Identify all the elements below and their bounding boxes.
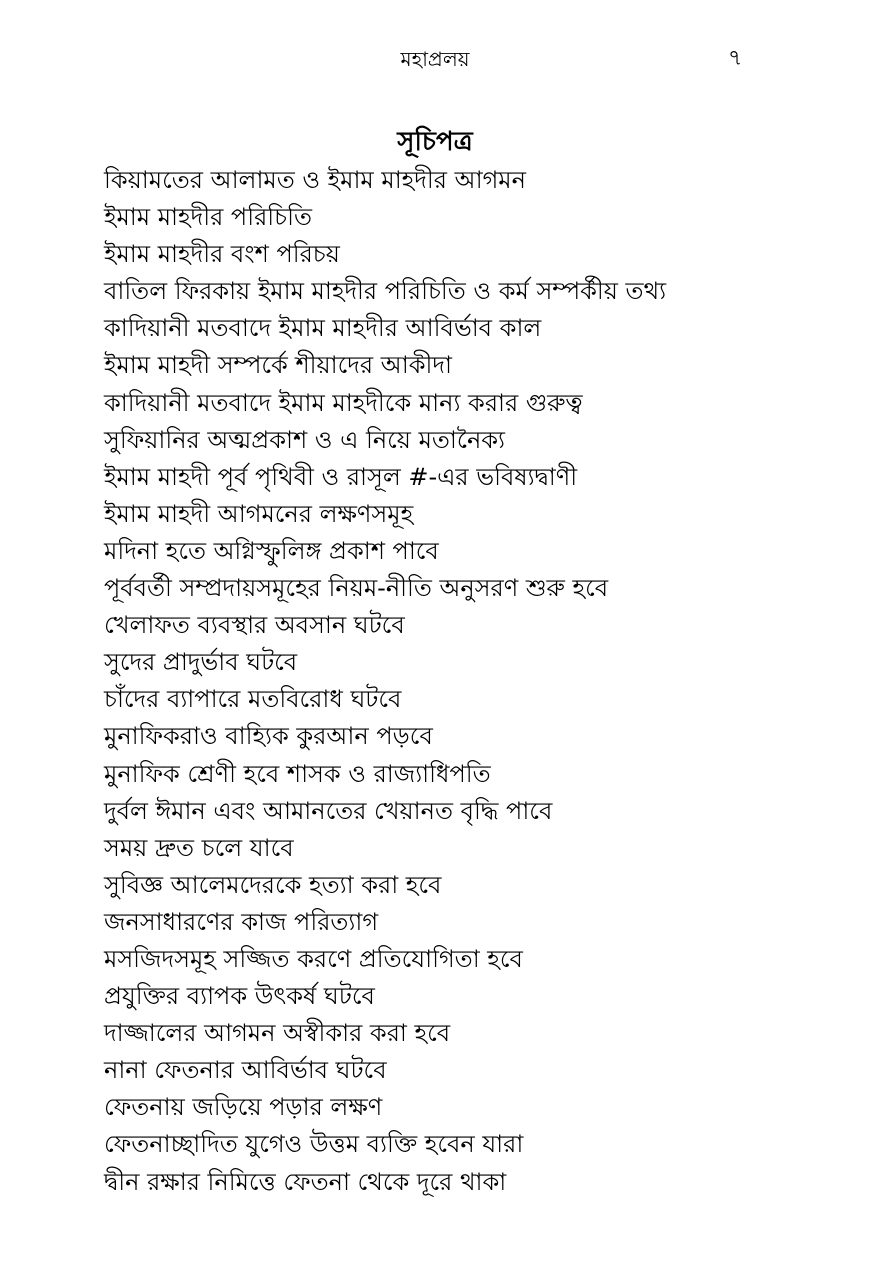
- toc-item: জনসাধারণের কাজ পরিত্যাগ: [104, 907, 379, 936]
- toc-item: সুবিজ্ঞ আলেমদেরকে হত্যা করা হবে: [104, 870, 442, 899]
- toc-item: সুফিয়ানির অত্মপ্রকাশ ও এ নিয়ে মতানৈক্য: [104, 425, 506, 454]
- toc-item: দুর্বল ঈমান এবং আমানতের খেয়ানত বৃদ্ধি পাবে: [104, 796, 553, 825]
- toc-item: দ্বীন রক্ষার নিমিত্তে ফেতনা থেকে দূরে থাকা: [104, 1167, 507, 1196]
- toc-item: মদিনা হতে অগ্নিস্ফুলিঙ্গ প্রকাশ পাবে: [104, 536, 439, 565]
- toc-item: কিয়ামতের আলামত ও ইমাম মাহদীর আগমন: [104, 166, 526, 194]
- toc-item: কাদিয়ানী মতবাদে ইমাম মাহদীকে মান্য করার গুরুত্ব: [104, 388, 583, 417]
- toc-item: কাদিয়ানী মতবাদে ইমাম মাহদীর আবির্ভাব কাল: [104, 314, 542, 343]
- toc-item: সময় দ্রুত চলে যাবে: [104, 833, 294, 862]
- toc-item: প্রযুক্তির ব্যাপক উৎকর্ষ ঘটবে: [104, 982, 375, 1011]
- toc-item: মুনাফিকরাও বাহ্যিক কুরআন পড়বে: [104, 722, 433, 751]
- toc-item: ফেতনায় জড়িয়ে পড়ার লক্ষণ: [104, 1093, 383, 1122]
- toc-item: বাতিল ফিরকায় ইমাম মাহদীর পরিচিতি ও কর্ম সম্পর্কীয় তথ্য: [104, 277, 667, 306]
- toc-item: মসজিদসমূহ সজ্জিত করণে প্রতিযোগিতা হবে: [104, 944, 523, 973]
- toc-item: চাঁদের ব্যাপারে মতবিরোধ ঘটবে: [104, 685, 402, 714]
- toc-item: ফেতনাচ্ছাদিত যুগেও উত্তম ব্যক্তি হবেন যারা: [104, 1130, 524, 1159]
- toc-item: নানা ফেতনার আবির্ভাব ঘটবে: [104, 1056, 387, 1085]
- toc-item: পূর্ববর্তী সম্প্রদায়সমূহের নিয়ম-নীতি অনুসরণ শুরু হবে: [104, 574, 609, 603]
- toc-heading: সূচিপত্র: [397, 127, 473, 157]
- toc-item: সুদের প্রাদুর্ভাব ঘটবে: [104, 648, 298, 677]
- toc-item: ইমাম মাহদী পূর্ব পৃথিবী ও রাসূল #-এর ভবিষ্যদ্বাণী: [104, 462, 578, 491]
- toc-item: ইমাম মাহদী আগমনের লক্ষণসমূহ: [104, 499, 414, 528]
- toc-item: ইমাম মাহদী সম্পর্কে শীয়াদের আকীদা: [104, 351, 452, 380]
- toc-item: ইমাম মাহদীর পরিচিতি: [104, 203, 312, 232]
- toc-item: দাজ্জালের আগমন অস্বীকার করা হবে: [104, 1019, 451, 1048]
- running-header: [0, 44, 870, 74]
- toc-list: [104, 162, 824, 1201]
- page-number: ৭: [728, 46, 743, 71]
- book-title: মহাপ্রলয়: [400, 47, 470, 71]
- toc-item: ইমাম মাহদীর বংশ পরিচয়: [104, 240, 340, 269]
- toc-item: খেলাফত ব্যবস্থার অবসান ঘটবে: [104, 611, 405, 640]
- toc-item: মুনাফিক শ্রেণী হবে শাসক ও রাজ্যাধিপতি: [104, 759, 491, 788]
